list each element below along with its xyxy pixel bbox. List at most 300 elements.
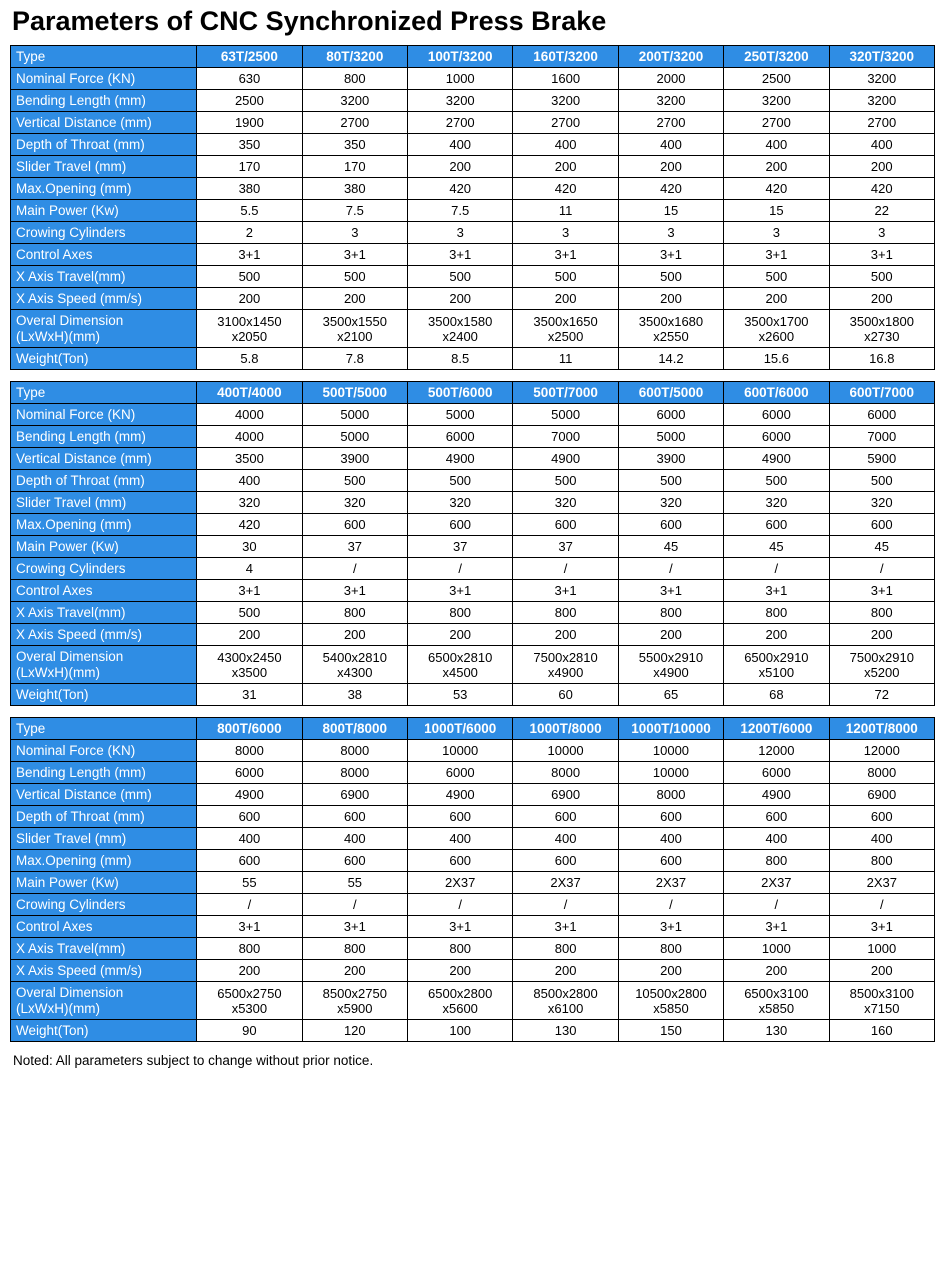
row-label: Bending Length (mm)	[11, 762, 197, 784]
row-label-line1: Overal Dimension	[16, 985, 124, 1001]
table-cell: 600	[724, 806, 829, 828]
table-cell: 3200	[302, 90, 407, 112]
table-cell: 800	[829, 602, 934, 624]
row-label: X Axis Speed (mm/s)	[11, 960, 197, 982]
table-cell: 2X37	[724, 872, 829, 894]
column-header-model: 500T/6000	[408, 382, 513, 404]
table-cell: 130	[724, 1020, 829, 1042]
table-cell: 600	[618, 806, 723, 828]
table-row	[11, 646, 935, 684]
table-cell: 7.5	[408, 200, 513, 222]
table-row	[11, 222, 935, 244]
table-cell: 600	[724, 514, 829, 536]
table-cell: 500	[513, 470, 618, 492]
table-cell: 5400x2810 x4300	[302, 646, 407, 684]
column-header-model: 600T/6000	[724, 382, 829, 404]
table-cell: /	[618, 558, 723, 580]
table-cell: 8500x2750 x5900	[302, 982, 407, 1020]
table-cell: 400	[408, 828, 513, 850]
table-cell: 800	[408, 938, 513, 960]
table-cell: 170	[197, 156, 302, 178]
table-cell: 3+1	[724, 580, 829, 602]
column-header-model: 63T/2500	[197, 46, 302, 68]
table-cell: 500	[829, 470, 934, 492]
table-cell: 6000	[724, 404, 829, 426]
spec-table	[10, 381, 935, 706]
row-label	[11, 310, 197, 348]
column-header-type: Type	[11, 46, 197, 68]
table-cell: /	[829, 558, 934, 580]
row-label-line2: (LxWxH)(mm)	[16, 1000, 100, 1016]
table-cell: 8500x3100 x7150	[829, 982, 934, 1020]
table-cell: 3100x1450 x2050	[197, 310, 302, 348]
table-cell: 1900	[197, 112, 302, 134]
table-cell: 130	[513, 1020, 618, 1042]
table-cell: 500	[408, 470, 513, 492]
table-cell: 11	[513, 200, 618, 222]
table-cell: 600	[618, 850, 723, 872]
table-cell: 8000	[829, 762, 934, 784]
table-cell: /	[408, 558, 513, 580]
table-cell: 420	[197, 514, 302, 536]
table-cell: 3+1	[408, 244, 513, 266]
table-cell: 16.8	[829, 348, 934, 370]
table-cell: 5.8	[197, 348, 302, 370]
row-label: Bending Length (mm)	[11, 426, 197, 448]
table-cell: 4900	[197, 784, 302, 806]
table-cell: 1000	[408, 68, 513, 90]
column-header-model: 250T/3200	[724, 46, 829, 68]
table-cell: 6900	[829, 784, 934, 806]
table-row	[11, 740, 935, 762]
table-cell: 500	[302, 266, 407, 288]
table-cell: 5000	[513, 404, 618, 426]
table-row	[11, 624, 935, 646]
table-cell: 3+1	[513, 916, 618, 938]
table-row	[11, 244, 935, 266]
row-label: Vertical Distance (mm)	[11, 112, 197, 134]
table-row	[11, 1020, 935, 1042]
table-cell: 200	[513, 156, 618, 178]
table-cell: 3+1	[302, 916, 407, 938]
table-cell: 3500x1550 x2100	[302, 310, 407, 348]
table-row	[11, 602, 935, 624]
table-cell: 10000	[408, 740, 513, 762]
table-header-row	[11, 718, 935, 740]
table-cell: 5000	[408, 404, 513, 426]
table-cell: 3900	[618, 448, 723, 470]
row-label: X Axis Speed (mm/s)	[11, 624, 197, 646]
table-row	[11, 784, 935, 806]
table-cell: 4900	[408, 784, 513, 806]
table-cell: 6000	[724, 762, 829, 784]
table-cell: 500	[408, 266, 513, 288]
row-label: Slider Travel (mm)	[11, 492, 197, 514]
table-cell: 3+1	[302, 580, 407, 602]
table-cell: /	[513, 558, 618, 580]
column-header-model: 500T/5000	[302, 382, 407, 404]
table-row	[11, 156, 935, 178]
table-cell: 200	[408, 156, 513, 178]
table-cell: 7.5	[302, 200, 407, 222]
row-label: Control Axes	[11, 580, 197, 602]
table-cell: 3900	[302, 448, 407, 470]
table-cell: /	[513, 894, 618, 916]
table-cell: 630	[197, 68, 302, 90]
row-label: Control Axes	[11, 916, 197, 938]
table-cell: 3+1	[618, 916, 723, 938]
column-header-model: 1200T/6000	[724, 718, 829, 740]
table-cell: 200	[618, 288, 723, 310]
table-cell: 3+1	[197, 916, 302, 938]
table-cell: 600	[197, 850, 302, 872]
table-cell: 200	[513, 624, 618, 646]
table-cell: 11	[513, 348, 618, 370]
table-cell: 800	[302, 938, 407, 960]
table-cell: 4000	[197, 404, 302, 426]
table-row	[11, 558, 935, 580]
table-cell: 600	[197, 806, 302, 828]
row-label: Weight(Ton)	[11, 1020, 197, 1042]
table-cell: 800	[724, 850, 829, 872]
table-cell: 400	[829, 828, 934, 850]
table-cell: 6900	[513, 784, 618, 806]
row-label: Main Power (Kw)	[11, 872, 197, 894]
row-label: X Axis Travel(mm)	[11, 938, 197, 960]
row-label: Control Axes	[11, 244, 197, 266]
table-cell: /	[302, 894, 407, 916]
table-cell: 12000	[724, 740, 829, 762]
row-label: Bending Length (mm)	[11, 90, 197, 112]
table-cell: /	[408, 894, 513, 916]
table-cell: 600	[618, 514, 723, 536]
table-cell: 800	[408, 602, 513, 624]
table-cell: 500	[618, 266, 723, 288]
row-label	[11, 982, 197, 1020]
table-cell: 170	[302, 156, 407, 178]
table-cell: /	[724, 894, 829, 916]
table-cell: 380	[197, 178, 302, 200]
table-row	[11, 536, 935, 558]
table-cell: 2X37	[829, 872, 934, 894]
table-cell: 320	[408, 492, 513, 514]
table-cell: 5.5	[197, 200, 302, 222]
table-cell: 3	[408, 222, 513, 244]
table-cell: 6500x3100 x5850	[724, 982, 829, 1020]
table-row	[11, 982, 935, 1020]
table-cell: 60	[513, 684, 618, 706]
table-cell: 350	[302, 134, 407, 156]
table-cell: 8000	[197, 740, 302, 762]
table-cell: 200	[829, 960, 934, 982]
table-cell: 400	[513, 134, 618, 156]
table-cell: 31	[197, 684, 302, 706]
table-cell: 800	[724, 602, 829, 624]
table-cell: 37	[408, 536, 513, 558]
table-cell: 6500x2810 x4500	[408, 646, 513, 684]
column-header-model: 500T/7000	[513, 382, 618, 404]
column-header-model: 600T/7000	[829, 382, 934, 404]
table-row	[11, 426, 935, 448]
table-cell: 3200	[829, 68, 934, 90]
table-cell: 400	[197, 470, 302, 492]
row-label: Vertical Distance (mm)	[11, 448, 197, 470]
table-cell: 8.5	[408, 348, 513, 370]
table-cell: 3500x1700 x2600	[724, 310, 829, 348]
table-cell: 200	[408, 288, 513, 310]
table-cell: /	[829, 894, 934, 916]
table-cell: 6500x2750 x5300	[197, 982, 302, 1020]
table-cell: 320	[197, 492, 302, 514]
table-cell: 7000	[829, 426, 934, 448]
table-cell: 400	[408, 134, 513, 156]
table-cell: 8000	[302, 740, 407, 762]
table-cell: 200	[513, 288, 618, 310]
table-cell: 200	[724, 624, 829, 646]
table-cell: 320	[302, 492, 407, 514]
table-cell: 200	[724, 156, 829, 178]
table-cell: 6000	[408, 426, 513, 448]
table-cell: 15.6	[724, 348, 829, 370]
table-cell: 200	[302, 288, 407, 310]
table-cell: 2X37	[618, 872, 723, 894]
table-cell: 2700	[618, 112, 723, 134]
table-cell: 200	[829, 156, 934, 178]
table-cell: 4900	[724, 448, 829, 470]
table-cell: 7500x2810 x4900	[513, 646, 618, 684]
table-cell: 1000	[724, 938, 829, 960]
table-cell: 3+1	[197, 580, 302, 602]
row-label-line1: Overal Dimension	[16, 649, 124, 665]
table-cell: 45	[724, 536, 829, 558]
table-cell: 800	[618, 938, 723, 960]
table-row	[11, 514, 935, 536]
row-label: Weight(Ton)	[11, 348, 197, 370]
table-cell: 320	[724, 492, 829, 514]
table-cell: 6000	[618, 404, 723, 426]
row-label: Max.Opening (mm)	[11, 514, 197, 536]
table-cell: 55	[197, 872, 302, 894]
table-cell: 10000	[618, 740, 723, 762]
table-row	[11, 762, 935, 784]
table-cell: 800	[513, 602, 618, 624]
table-cell: 4900	[408, 448, 513, 470]
table-cell: 200	[302, 960, 407, 982]
table-cell: 3	[724, 222, 829, 244]
row-label: X Axis Speed (mm/s)	[11, 288, 197, 310]
table-cell: 200	[618, 624, 723, 646]
table-cell: 5000	[302, 426, 407, 448]
table-row	[11, 828, 935, 850]
table-cell: 200	[724, 960, 829, 982]
table-cell: 3+1	[513, 580, 618, 602]
table-cell: 6900	[302, 784, 407, 806]
table-cell: 3200	[513, 90, 618, 112]
table-cell: 22	[829, 200, 934, 222]
table-cell: 800	[618, 602, 723, 624]
table-cell: 800	[829, 850, 934, 872]
column-header-model: 1000T/6000	[408, 718, 513, 740]
table-cell: 2700	[302, 112, 407, 134]
table-row	[11, 938, 935, 960]
table-row	[11, 112, 935, 134]
table-cell: 600	[513, 806, 618, 828]
table-cell: 10000	[618, 762, 723, 784]
table-cell: 200	[408, 624, 513, 646]
table-cell: 420	[408, 178, 513, 200]
table-cell: 500	[513, 266, 618, 288]
table-row	[11, 310, 935, 348]
table-cell: 30	[197, 536, 302, 558]
table-cell: 2500	[724, 68, 829, 90]
table-cell: 3500x1800 x2730	[829, 310, 934, 348]
table-cell: 3200	[724, 90, 829, 112]
table-cell: 3500	[197, 448, 302, 470]
table-row	[11, 894, 935, 916]
table-cell: 320	[829, 492, 934, 514]
table-cell: 400	[724, 828, 829, 850]
row-label: Slider Travel (mm)	[11, 156, 197, 178]
table-cell: 3500x1680 x2550	[618, 310, 723, 348]
table-cell: 6000	[197, 762, 302, 784]
row-label: Crowing Cylinders	[11, 894, 197, 916]
table-row	[11, 684, 935, 706]
table-cell: 100	[408, 1020, 513, 1042]
table-cell: 150	[618, 1020, 723, 1042]
table-cell: 3+1	[618, 244, 723, 266]
table-cell: 5500x2910 x4900	[618, 646, 723, 684]
table-cell: 800	[302, 68, 407, 90]
table-row	[11, 266, 935, 288]
table-cell: 6000	[829, 404, 934, 426]
table-cell: 420	[724, 178, 829, 200]
table-cell: 10000	[513, 740, 618, 762]
table-cell: 1600	[513, 68, 618, 90]
row-label: Nominal Force (KN)	[11, 68, 197, 90]
table-cell: 5900	[829, 448, 934, 470]
table-cell: 6000	[724, 426, 829, 448]
table-cell: 800	[302, 602, 407, 624]
page-title: Parameters of CNC Synchronized Press Brake	[12, 6, 607, 36]
table-cell: 420	[513, 178, 618, 200]
column-header-model: 80T/3200	[302, 46, 407, 68]
table-cell: 400	[513, 828, 618, 850]
table-cell: 400	[724, 134, 829, 156]
column-header-model: 600T/5000	[618, 382, 723, 404]
row-label: Slider Travel (mm)	[11, 828, 197, 850]
table-cell: 400	[302, 828, 407, 850]
table-cell: 3200	[829, 90, 934, 112]
table-cell: 200	[197, 624, 302, 646]
column-header-model: 1000T/8000	[513, 718, 618, 740]
table-cell: 2X37	[513, 872, 618, 894]
row-label: Crowing Cylinders	[11, 222, 197, 244]
table-cell: 3	[829, 222, 934, 244]
table-cell: 500	[829, 266, 934, 288]
column-header-model: 320T/3200	[829, 46, 934, 68]
table-cell: 8000	[513, 762, 618, 784]
table-cell: 500	[618, 470, 723, 492]
table-cell: 6000	[408, 762, 513, 784]
table-cell: 2000	[618, 68, 723, 90]
table-cell: 3+1	[829, 244, 934, 266]
row-label: Nominal Force (KN)	[11, 740, 197, 762]
table-cell: 600	[302, 850, 407, 872]
table-cell: 500	[724, 470, 829, 492]
row-label: Max.Opening (mm)	[11, 850, 197, 872]
table-cell: 37	[513, 536, 618, 558]
table-cell: 2700	[408, 112, 513, 134]
table-cell: 200	[408, 960, 513, 982]
table-cell: 160	[829, 1020, 934, 1042]
table-cell: 8000	[302, 762, 407, 784]
column-header-model: 200T/3200	[618, 46, 723, 68]
table-cell: 2500	[197, 90, 302, 112]
table-cell: 3+1	[829, 580, 934, 602]
table-cell: 45	[829, 536, 934, 558]
row-label: Weight(Ton)	[11, 684, 197, 706]
table-cell: 15	[618, 200, 723, 222]
table-cell: 72	[829, 684, 934, 706]
row-label: Main Power (Kw)	[11, 536, 197, 558]
table-cell: /	[197, 894, 302, 916]
table-cell: 500	[724, 266, 829, 288]
table-cell: 600	[829, 806, 934, 828]
table-cell: 200	[197, 288, 302, 310]
table-row	[11, 580, 935, 602]
table-cell: 350	[197, 134, 302, 156]
table-cell: 2700	[829, 112, 934, 134]
row-label-line2: (LxWxH)(mm)	[16, 664, 100, 680]
table-cell: 10500x2800 x5850	[618, 982, 723, 1020]
table-cell: 200	[724, 288, 829, 310]
table-cell: 3+1	[724, 244, 829, 266]
table-cell: 800	[513, 938, 618, 960]
table-cell: 200	[829, 288, 934, 310]
table-cell: 200	[302, 624, 407, 646]
table-cell: 15	[724, 200, 829, 222]
table-row	[11, 960, 935, 982]
table-cell: /	[302, 558, 407, 580]
table-cell: 380	[302, 178, 407, 200]
table-cell: 2X37	[408, 872, 513, 894]
table-cell: 400	[197, 828, 302, 850]
table-row	[11, 68, 935, 90]
column-header-model: 800T/8000	[302, 718, 407, 740]
table-cell: 4900	[724, 784, 829, 806]
table-cell: 38	[302, 684, 407, 706]
column-header-model: 160T/3200	[513, 46, 618, 68]
table-cell: 600	[408, 850, 513, 872]
table-cell: 400	[618, 134, 723, 156]
table-cell: 400	[829, 134, 934, 156]
table-cell: 420	[618, 178, 723, 200]
row-label: Max.Opening (mm)	[11, 178, 197, 200]
table-cell: 8000	[618, 784, 723, 806]
table-cell: 4	[197, 558, 302, 580]
spec-table	[10, 45, 935, 370]
table-cell: 200	[618, 156, 723, 178]
table-row	[11, 348, 935, 370]
table-cell: 6500x2800 x5600	[408, 982, 513, 1020]
table-cell: 6500x2910 x5100	[724, 646, 829, 684]
table-row	[11, 200, 935, 222]
table-cell: 600	[302, 806, 407, 828]
table-cell: 3+1	[513, 244, 618, 266]
table-cell: 600	[408, 514, 513, 536]
table-header-row	[11, 382, 935, 404]
row-label: Depth of Throat (mm)	[11, 806, 197, 828]
